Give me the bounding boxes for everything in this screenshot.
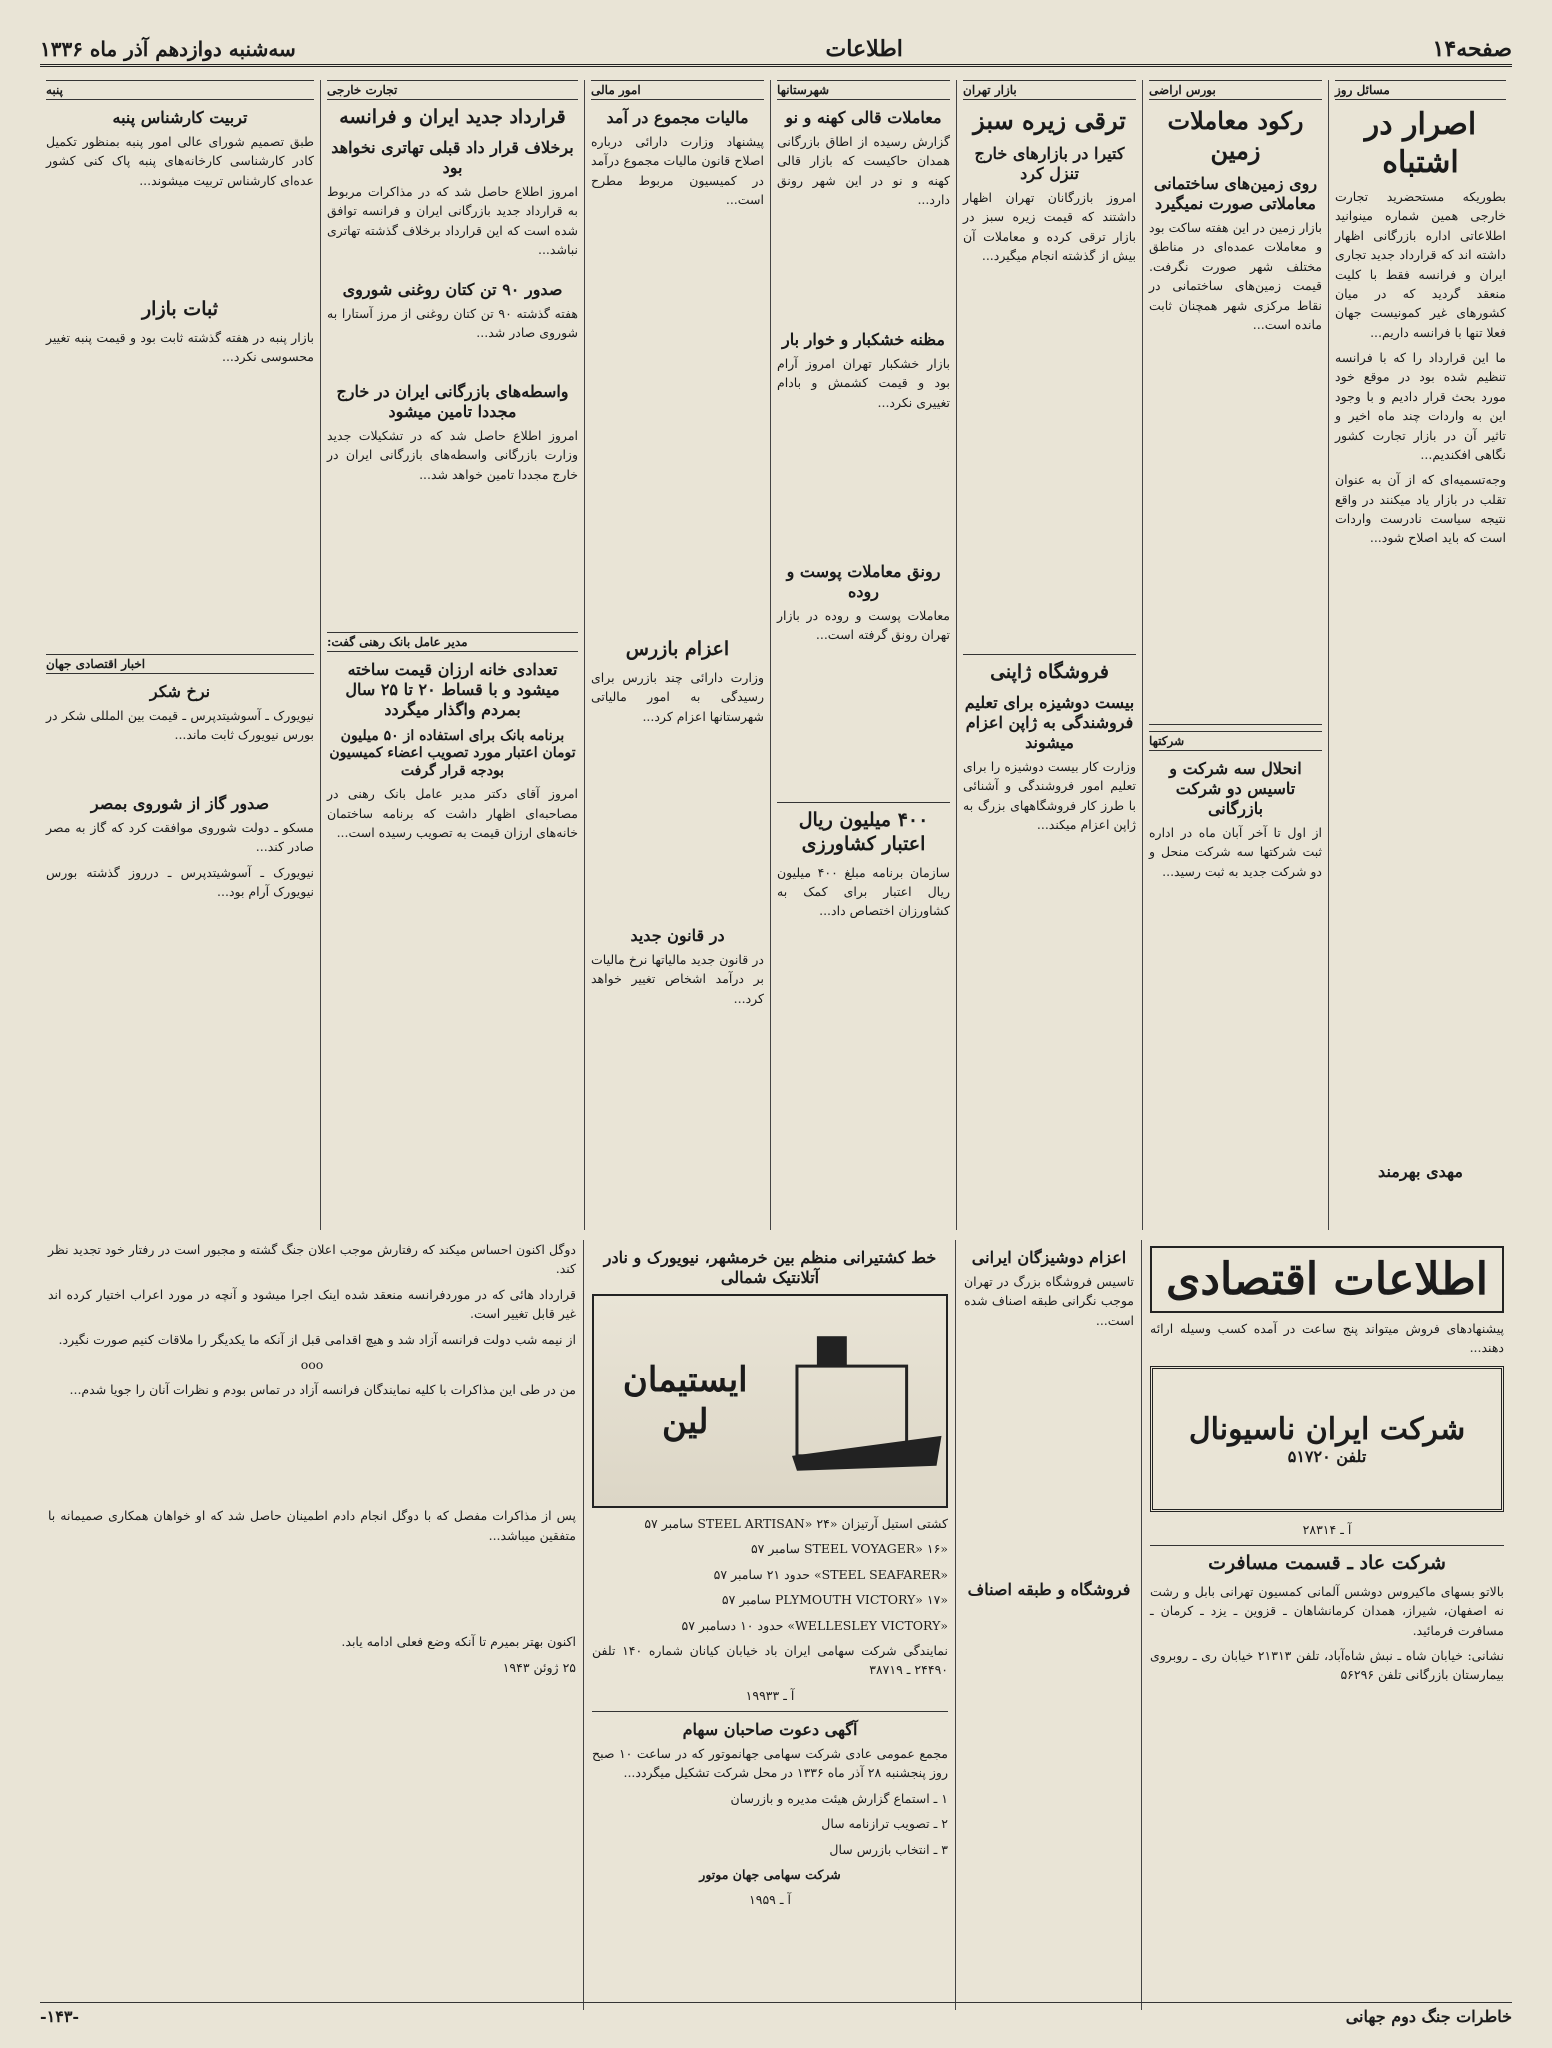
section-banner: اطلاعات اقتصادی (1150, 1246, 1504, 1313)
ad-agent: نمایندگی شرکت سهامی ایران باد خیابان کیانان شماره ۱۴۰ تلفن ۲۴۴۹۰ ـ ۳۸۷۱۹ (592, 1642, 948, 1678)
subheadline: کتیرا در بازارهای خارج تنزل کرد (974, 144, 1125, 183)
article-text: از اول تا آخر آبان ماه در اداره ثبت شرکتها سه شرکت منحل و دو شرکت جدید به ثبت رسید... (1149, 825, 1322, 879)
article-text: در قانون جدید مالیاتها نرخ مالیات بر درآمد اشخاص تغییر خواهد کرد... (591, 951, 764, 1006)
headline: صدور ۹۰ تن کتان روغنی شوروی (342, 279, 563, 299)
footer (40, 2002, 1512, 2026)
article-text: بازار پنبه در هفته گذشته ثابت بود و قیمت پنبه تغییر محسوسی نکرد... (46, 329, 314, 365)
headline: واسطه‌های بازرگانی ایران در خارج مجددا تامین میشود (336, 381, 569, 421)
section-label: اخبار اقتصادی جهان (46, 654, 314, 674)
article-text: بطوریکه مستحضرید تجارت خارجی همین شماره مینوانید اطلاعاتی اداره بازرگانی اظهار داشته اند که قرارداد جدید تجاری ایران و فرانسه فقط با کلیت منعقد گردید که در میان کشورهای غیر کمونیست جهان فعلا تنها با فرانسه داریم... (1335, 189, 1506, 340)
subheadline: روی زمین‌های ساختمانی معاملاتی صورت نمیگیرد (1153, 174, 1318, 213)
section-label: شرکتها (1149, 731, 1322, 751)
article-text: امروز بازرگانان تهران اظهار داشتند که قیمت زیره سبز در بازار ترقی کرده و معاملات آن بیش از گذشته انجام میگیرد... (963, 190, 1136, 264)
subheadline: برنامه بانک برای استفاده از ۵۰ میلیون تومان اعتبار مورد تصویب اعضاء کمیسیون بودجه قرار گرفت (329, 727, 576, 779)
notice-title: آگهی دعوت صاحبان سهام (682, 1720, 858, 1739)
headline: مظنه خشکبار و خوار بار (782, 330, 945, 349)
ad-headline: خط کشتیرانی منظم بین خرمشهر، نیویورک و نادر آتلانتیک شمالی (603, 1248, 937, 1287)
column-foreign-trade (320, 80, 584, 1230)
article-text: گزارش رسیده از اطاق بازرگانی همدان حاکیست که بازار قالی کهنه و نو در این شهر رونق دارد... (777, 134, 950, 208)
paper-title: اطلاعات (825, 36, 903, 62)
notice-item: ۱ ـ استماع گزارش هیئت مدیره و بازرسان (730, 1790, 948, 1806)
article-text: پس از مذاکرات مفصل که با دوگل انجام دادم اطمینان حاصل شد که او خواهان همکاری صمیمانه با متفقین میباشد... (48, 1508, 576, 1543)
article-text: بازار زمین در این هفته ساکت بود و معاملات عمده‌ای در مناطق مختلف شهر صورت نگرفت. قیمت زمین‌های ساختمانی در نقاط مرکزی شهر همچنان ثابت مانده است... (1149, 220, 1322, 332)
notice-item: ۳ ـ انتخاب بازرس سال (829, 1841, 948, 1857)
article-text: سازمان برنامه مبلغ ۴۰۰ میلیون ریال اعتبار برای کمک به کشاورزان اختصاص داد... (777, 864, 950, 919)
headline: تربیت کارشناس پنبه (112, 108, 248, 127)
article-text: اکنون بهتر بمیرم تا آنکه وضع فعلی ادامه یابد. (341, 1634, 576, 1650)
headline: صدور گاز از شوروی بمصر (90, 793, 270, 813)
page-number: صفحه۱۴ (1432, 36, 1512, 62)
lower-shipping-ad (584, 1240, 956, 2010)
ship-illustration (592, 1294, 948, 1508)
article-text: پیشنهادهای فروش میتواند پنج ساعت در آمده کسب وسیله ارائه دهند... (1150, 1321, 1504, 1356)
ad-iran-national (1150, 1366, 1504, 1512)
article-text: معاملات پوست و روده در بازار تهران رونق گرفته است... (777, 608, 950, 643)
headline: اعزام دوشیزگان ایرانی (971, 1248, 1127, 1267)
ship-item: «STEEL VOYAGER» ۱۶ سامبر ۵۷ (750, 1541, 948, 1557)
section-label: پنبه (46, 80, 314, 100)
notice-reference: آ ـ ۱۹۵۹ (749, 1892, 791, 1908)
memoir-page: -۱۴۳- (40, 2007, 80, 2026)
headline: ترقی زیره سبز (973, 106, 1126, 135)
article-text: وزارت کار بیست دوشیزه را برای تعلیم امور فروشندگی و آشنائی با طرز کار فروشگاههای بزرگ به ژاپن اعزام میکند... (963, 758, 1136, 832)
ad-reference: آ ـ ۱۹۹۳۳ (745, 1687, 795, 1703)
headline: انحلال سه شرکت و تاسیس دو شرکت بازرگانی (1169, 759, 1302, 818)
notice-item: ۲ ـ تصویب ترازنامه سال (821, 1816, 948, 1832)
article-text: مسکو ـ دولت شوروی موافقت کرد که گاز به مصر صادر کند... (46, 819, 314, 855)
ship-icon (787, 1326, 946, 1476)
headline: فروشگاه و طبقه اصناف (967, 1580, 1131, 1599)
ad-brand: ایستیمان لین (622, 1359, 748, 1442)
article-text: وجه‌تسمیه‌ای که از آن به عنوان تقلب در بازار یاد میکنند در واقع نتیجه سیاست نادرست واردات است که باید اصلاح شود... (1335, 472, 1506, 546)
column-tehran-market (956, 80, 1142, 1230)
article-text: امروز اطلاع حاصل شد که در مذاکرات مربوط به قرارداد جدید بازرگانی ایران و فرانسه توافق شده است که این قرارداد برخلاف گذشته تهاتری نباشد... (327, 183, 578, 257)
headline: معاملات قالی کهنه و نو (785, 108, 942, 127)
subheadline: برخلاف قرار داد قبلی تهاتری نخواهد بود (331, 137, 574, 177)
notice-text: مجمع عمومی عادی شرکت سهامی جهانموتور که در ساعت ۱۰ صبح روز پنجشنبه ۲۸ آذر ماه ۱۳۳۶ در محل شرکت تشکیل میگردد... (592, 1746, 948, 1781)
article-text: نیویورک ـ آسوشیتدپرس ـ قیمت بین المللی شکر در بورس نیویورک ثابت ماند... (46, 707, 314, 743)
article-text: امروز آقای دکتر مدیر عامل بانک رهنی در مصاحبه‌ای اظهار داشت که برنامه ساختمان خانه‌های ارزان قیمت به تصویب رسیده است... (327, 786, 578, 840)
memoir-title: خاطرات جنگ دوم جهانی (1345, 2007, 1512, 2026)
ad-reference: آ ـ ۲۸۳۱۴ (1302, 1521, 1352, 1537)
section-label: امور مالی (591, 80, 764, 100)
article-text: من در طی این مذاکرات با کلیه نمایندگان فرانسه آزاد در تماس بودم و نظرات آنان را جویا شدم... (69, 1382, 576, 1398)
ship-item: «STEEL SEAFARER» حدود ۲۱ سامبر ۵۷ (713, 1566, 948, 1582)
headline: قرارداد جدید ایران و فرانسه (339, 106, 566, 128)
ad-address: نشانی: خیابان شاه ـ نبش شاه‌آباد، تلفن ۲۱۳۱۳ خیابان ری ـ روبروی بیمارستان بازرگانی تلفن ۵۶۲۹۶ (1150, 1648, 1504, 1683)
article-text: دوگل اکنون احساس میکند که رفتارش موجب اعلان جنگ گشته و مجبور است در رفتار خود تجدید نظر کند. (48, 1242, 576, 1277)
lower-col3 (956, 1240, 1142, 2010)
memoir-date: ۲۵ ژوئن ۱۹۴۳ (502, 1659, 576, 1675)
section-label: شهرستانها (777, 80, 950, 100)
ad-phone: تلفن ۵۱۷۲۰ (1287, 1446, 1367, 1466)
column-finance (584, 80, 770, 1230)
masthead (40, 34, 1512, 67)
headline: ۴۰۰ میلیون ریال اعتبار کشاورزی (798, 809, 929, 855)
ad-headline: شرکت عاد ـ قسمت مسافرت (1208, 1552, 1446, 1575)
headline: رکود معاملات زمین (1167, 106, 1304, 165)
headline: مالیات مجموع در آمد (606, 108, 749, 127)
headline: فروشگاه ژاپنی (990, 661, 1109, 683)
headline: نرخ شکر (149, 681, 211, 701)
article-text: طبق تصمیم شورای عالی امور پنبه بمنظور تکمیل کادر کارشناسی کارخانه‌های پنبه پاک کنی کشور عده‌ای کارشناس تربیت میشوند... (46, 134, 314, 188)
section-label: مسائل روز (1335, 80, 1506, 100)
ship-item: «PLYMOUTH VICTORY» ۱۷ سامبر ۵۷ (721, 1592, 948, 1608)
headline: ثبات بازار (141, 298, 219, 320)
article-text: قرارداد هائی که در موردفرانسه منعقد شده اینک اجرا میشود و آنچه در مورد اعراب اختیار کرده اند غیر قابل تغییر است. (48, 1286, 576, 1322)
ad-text: بالاتو بسهای ماکیروس دوشس آلمانی کمسیون تهرانی بابل و رشت نه اصفهان، شیراز، همدان کرمانشاهان ـ قزوین ـ یزد ـ کرمان ـ مسافرت فرمائید. (1150, 1583, 1504, 1638)
article-text: وزارت دارائی چند بازرس برای رسیدگی به امور مالیاتی شهرستانها اعزام کرد... (591, 669, 764, 724)
article-text: امروز اطلاع حاصل شد که در تشکیلات جدید وزارت بازرگانی واسطه‌های بازرگانی ایران در خارج مجددا تامین خواهد شد... (327, 427, 578, 482)
notice-company: شرکت سهامی جهان موتور (699, 1866, 841, 1882)
article-text: پیشنهاد وزارت دارائی درباره اصلاح قانون مالیات مجموع درآمد در کمیسیون مربوط مطرح است... (591, 134, 764, 208)
article-text: از نیمه شب دولت فرانسه آزاد شد و هیچ اقدامی قبل از آنکه ما یکدیگر را ملاقات کنیم صورت نگیرد. (58, 1331, 576, 1347)
section-marker: ооо (300, 1356, 324, 1372)
author-signature: مهدی بهرمند (1378, 1161, 1463, 1181)
column-provinces (770, 80, 956, 1230)
section-label: تجارت خارجی (327, 80, 578, 100)
subheadline: بیست دوشیزه برای تعلیم فروشندگی به ژاپن اعزام میشوند (964, 692, 1135, 752)
ad-company-name: شرکت ایران ناسیونال (1188, 1411, 1466, 1447)
section-label: بورس اراضی (1149, 80, 1322, 100)
article-text: تاسیس فروشگاه بزرگ در تهران موجب نگرانی طبقه اصناف شده است... (964, 1274, 1134, 1328)
ship-item: کشتی استیل آرتیزان «STEEL ARTISAN» ۲۴ سامبر ۵۷ (644, 1516, 948, 1531)
lower-right-area (1142, 1240, 1512, 2010)
headline: رونق معاملات پوست و روده (786, 562, 941, 601)
article-text: هفته گذشته ۹۰ تن کتان روغنی از مرز آستارا به شوروی صادر شد... (327, 305, 578, 341)
headline: در قانون جدید (630, 925, 725, 945)
headline: اعزام بازرس (625, 638, 730, 660)
article-text: بازار خشکبار تهران امروز آرام بود و قیمت کشمش و بادام تغییری نکرد... (777, 356, 950, 410)
issue-date: سه‌شنبه دوازدهم آذر ماه ۱۳۳۶ (40, 37, 296, 61)
ship-item: «WELLESLEY VICTORY» حدود ۱۰ دسامبر ۵۷ (681, 1617, 948, 1633)
lower-left-memoir (40, 1240, 584, 2010)
article-text: ما این قرارداد را که با فرانسه تنظیم شده بود در موقع خود مورد بحث قرار دادیم و با وجود این به واردات چند ماه اخیر و تاثیر آن در بازار تجارت کشور نگاهی افکندیم... (1335, 350, 1506, 462)
section-label: بازار تهران (963, 80, 1136, 100)
column-opinion (1328, 80, 1512, 1230)
article-text: نیویورک ـ آسوشیتدپرس ـ درروز گذشته بورس نیویورک آرام بود... (46, 864, 314, 899)
column-cotton (40, 80, 320, 1230)
headline: اصرار در اشتباه (1364, 107, 1477, 180)
section-label: مدیر عامل بانک رهنی گفت: (327, 632, 578, 652)
column-land-exchange (1142, 80, 1328, 1230)
headline: تعدادی خانه ارزان قیمت ساخته میشود و با قساط ۲۰ تا ۲۵ سال بمردم واگذار میگردد (345, 659, 560, 719)
